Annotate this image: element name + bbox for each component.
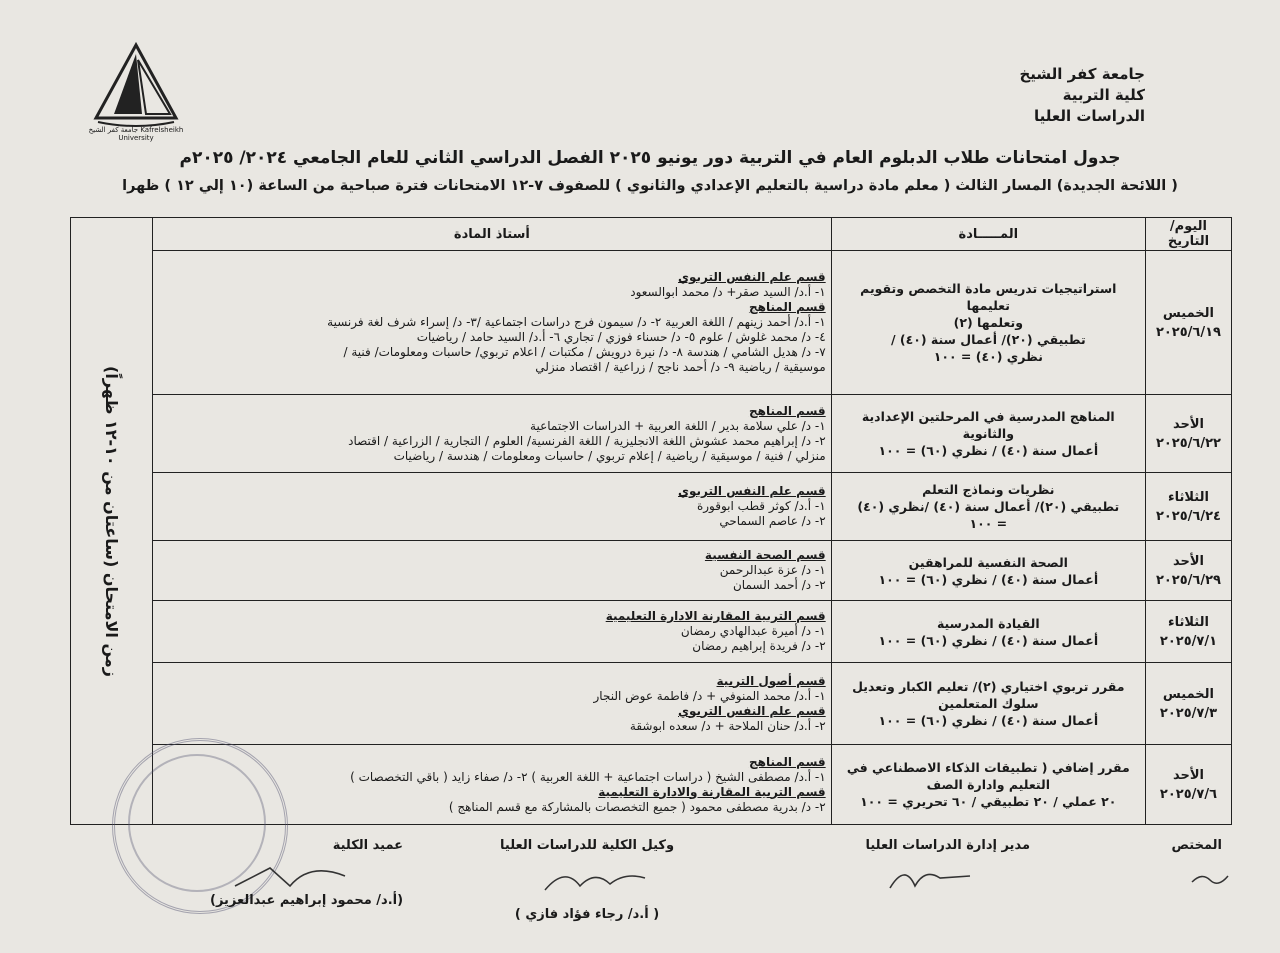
subject-line: مقرر تربوي اختياري (٢)/ تعليم الكبار وتعديل xyxy=(852,679,1125,694)
subject-line: استراتيجيات تدريس مادة التخصص وتقويم تعليمها xyxy=(860,281,1117,313)
subject-line: نظريات ونماذج التعلم xyxy=(922,482,1055,497)
row-day: الأحد xyxy=(1172,767,1204,783)
professor-line: ١- د/ أميرة عبدالهادي رمضان xyxy=(680,624,826,638)
row-day: الأحد xyxy=(1172,416,1204,432)
specialist-sign-mark xyxy=(1190,862,1230,896)
specialist-label: المختص xyxy=(1171,838,1222,853)
professor-line: ١- أ.د/ محمد المنوفي + د/ فاطمة عوض النجار xyxy=(593,688,826,703)
gs-manager-signature xyxy=(865,838,1030,853)
dean-name: (أ.د/ محمود إبراهيم عبدالعزيز) xyxy=(210,893,404,908)
logo-emblem-icon xyxy=(86,40,186,140)
specialist-signature xyxy=(1172,838,1222,853)
handwritten-signature-icon xyxy=(1190,862,1230,892)
logo-text: جامعة كفر الشيخ Kafrelsheikh University xyxy=(88,126,184,142)
subject-line: نظري (٤٠) = ١٠٠ xyxy=(933,349,1043,364)
row-date: ٢٠٢٥/٦/١٩ xyxy=(1155,324,1221,340)
department-label: قسم المناهج xyxy=(748,754,826,769)
subject-line: سلوك المتعلمين xyxy=(938,696,1039,711)
table-row xyxy=(71,251,1232,395)
vice-dean-name: ( أ.د/ رجاء فؤاد فازي ) xyxy=(514,907,660,922)
header-subject: المـــــادة xyxy=(831,218,1145,251)
professor-line: ١- أ.د/ مصطفى الشيخ ( دراسات اجتماعية + اللغة العربية ) ٢- د/ صفاء زايد ( باقي التخصصات ) xyxy=(350,769,826,784)
row-day: الثلاثاء xyxy=(1168,614,1209,630)
department-label: قسم التربية المقارنة الادارة التعليمية xyxy=(605,609,826,623)
row-date: ٢٠٢٥/٦/٢٢ xyxy=(1155,435,1221,451)
row-day: الخميس xyxy=(1162,305,1215,321)
subject-line: التعليم وادارة الصف xyxy=(926,777,1050,792)
exam-time-cell xyxy=(71,218,153,825)
row-date: ٢٠٢٥/٧/٣ xyxy=(1159,705,1218,721)
professor-line: ١- أ.د/ السيد صقر+ د/ محمد ابوالسعود xyxy=(630,285,826,299)
professor-line: ٢- د/ أحمد السمان xyxy=(732,578,826,592)
professor-line: ١- أ.د/ أحمد زينهم / اللغة العربية ٢- د/ سيمون فرج دراسات اجتماعية /٣- د/ إسراء شرف لغة فرنسية xyxy=(327,315,826,329)
subject-line: أعمال سنة (٤٠) / نظري (٦٠) = ١٠٠ xyxy=(878,632,1099,648)
professor-line: ٢- أ.د/ حنان الملاحة + د/ سعده ابوشقة xyxy=(629,718,826,733)
table-row xyxy=(71,395,1232,473)
row-date: ٢٠٢٥/٧/١ xyxy=(1159,633,1218,649)
department-label: قسم التربية المقارنة والادارة التعليمية xyxy=(598,784,826,799)
handwritten-signature-icon xyxy=(540,862,650,898)
header-professor: أستاذ المادة xyxy=(153,218,832,251)
subject-line: وتعلمها (٢) xyxy=(953,315,1023,330)
row-day: الثلاثاء xyxy=(1168,489,1209,505)
professor-line: منزلي / فنية / موسيقية / رياضية / إعلام تربوي / حاسبات ومعلومات / هندسة / رياضيات xyxy=(393,448,826,463)
table-row xyxy=(71,663,1232,745)
department-label: قسم المناهج xyxy=(748,403,826,418)
handwritten-signature-icon xyxy=(230,856,350,896)
professor-line: ١- د/ عزة عبدالرحمن xyxy=(719,563,826,577)
professor-line: ٢- د/ إبراهيم محمد عشوش اللغة الانجليزية / اللغة الفرنسية/ العلوم / التجارية / الزراعية / اقتصاد xyxy=(348,433,826,448)
subject-line: المناهج المدرسية في المرحلتين الإعدادية والثانوية xyxy=(861,409,1115,441)
university-name: جامعة كفر الشيخ xyxy=(1019,65,1145,83)
exam-time-label: زمن الامتحان (ساعتان من ١٠-١٢ ظهراً) xyxy=(102,365,122,677)
department-label: قسم أصول التربية xyxy=(716,673,826,688)
gs-manager-label: مدير إدارة الدراسات العليا xyxy=(865,838,1030,853)
table-row xyxy=(71,473,1232,541)
gs-manager-sign-mark xyxy=(885,858,975,902)
subject-line: ٢٠ عملي / ٢٠ تطبيقي / ٦٠ تحريري = ١٠٠ xyxy=(860,794,1117,809)
professor-line: موسيقية / رياضية ٩- د/ أحمد ناجح / زراعية / اقتصاد منزلي xyxy=(535,360,826,374)
handwritten-signature-icon xyxy=(885,858,975,898)
professor-line: ١- أ.د/ كوثر قطب ابوقورة xyxy=(696,499,826,513)
university-logo xyxy=(86,40,186,140)
table-header-row xyxy=(71,218,1232,251)
institution-header xyxy=(1019,64,1145,127)
dean-sign-mark xyxy=(230,856,350,900)
subject-line: مقرر إضافي ( تطبيقات الذكاء الاصطناعي في xyxy=(846,760,1130,775)
department-label: قسم علم النفس التربوي xyxy=(678,703,826,718)
dean-title: عميد الكلية xyxy=(332,838,404,853)
header-date: اليوم/التاريخ xyxy=(1145,218,1231,251)
row-date: ٢٠٢٥/٧/٦ xyxy=(1159,786,1218,802)
department-name: الدراسات العليا xyxy=(1033,107,1145,125)
professor-line: ١- د/ علي سلامة بدير / اللغة العربية + الدراسات الاجتماعية xyxy=(530,418,826,433)
subject-line: أعمال سنة (٤٠) / نظري (٦٠) = ١٠٠ xyxy=(878,443,1099,458)
subject-line: تطبيقي (٢٠)/ أعمال سنة (٤٠) / xyxy=(890,332,1086,347)
department-label: قسم المناهج xyxy=(748,300,826,314)
subject-line: تطبيقي (٢٠)/ أعمال سنة (٤٠) /نظري (٤٠) xyxy=(857,499,1120,514)
professor-line: ٢- د/ فريدة إبراهيم رمضان xyxy=(692,639,826,653)
subject-line: الصحة النفسية للمراهقين xyxy=(908,554,1068,570)
subject-line: القيادة المدرسية xyxy=(936,615,1040,631)
faculty-name: كلية التربية xyxy=(1062,86,1145,104)
schedule-title: جدول امتحانات طلاب الدبلوم العام في التربية دور يونيو ٢٠٢٥ الفصل الدراسي الثاني للعام الجامعي ٢٠٢٤/ ٢٠٢٥م xyxy=(179,148,1121,168)
table-row xyxy=(71,541,1232,601)
department-label: قسم الصحة النفسية xyxy=(704,548,826,562)
table-row xyxy=(71,601,1232,663)
professor-line: ٢- د/ بدرية مصطفى محمود ( جميع التخصصات بالمشاركة مع قسم المناهج ) xyxy=(448,799,826,814)
subject-line: أعمال سنة (٤٠) / نظري (٦٠) = ١٠٠ xyxy=(878,713,1099,728)
professor-line: ٧- د/ هديل الشامي / هندسة ٨- د/ نيرة درويش / مكتبات / اعلام تربوي/ حاسبات ومعلومات/ فنية / xyxy=(343,345,826,359)
row-date: ٢٠٢٥/٦/٢٤ xyxy=(1155,508,1221,524)
row-day: الأحد xyxy=(1172,553,1204,569)
professor-line: ٤- د/ محمد غلوش / علوم ٥- د/ حسناء فوزي / تجاري ٦- أ.د/ السيد حامد / رياضيات xyxy=(416,330,826,344)
subject-line: = ١٠٠ xyxy=(969,516,1008,531)
vice-dean-title: وكيل الكلية للدراسات العليا xyxy=(500,838,675,853)
row-date: ٢٠٢٥/٦/٢٩ xyxy=(1155,572,1221,588)
department-label: قسم علم النفس التربوي xyxy=(678,484,826,498)
exam-schedule-table xyxy=(70,217,1232,825)
subject-line: أعمال سنة (٤٠) / نظري (٦٠) = ١٠٠ xyxy=(878,571,1099,587)
schedule-subtitle: ( اللائحة الجديدة) المسار الثالث ( معلم مادة دراسية بالتعليم الإعدادي والثانوي ) للصفوف ٧-١٢ الامتحانات فترة صباحية من الساعة (١٠ إلي ١٢ ) ظهرا xyxy=(122,178,1178,194)
row-day: الخميس xyxy=(1162,686,1215,702)
vice-dean-sign-mark xyxy=(540,862,650,902)
department-label: قسم علم النفس التربوي xyxy=(678,270,826,284)
professor-line: ٢- د/ عاصم السماحي xyxy=(719,514,826,528)
